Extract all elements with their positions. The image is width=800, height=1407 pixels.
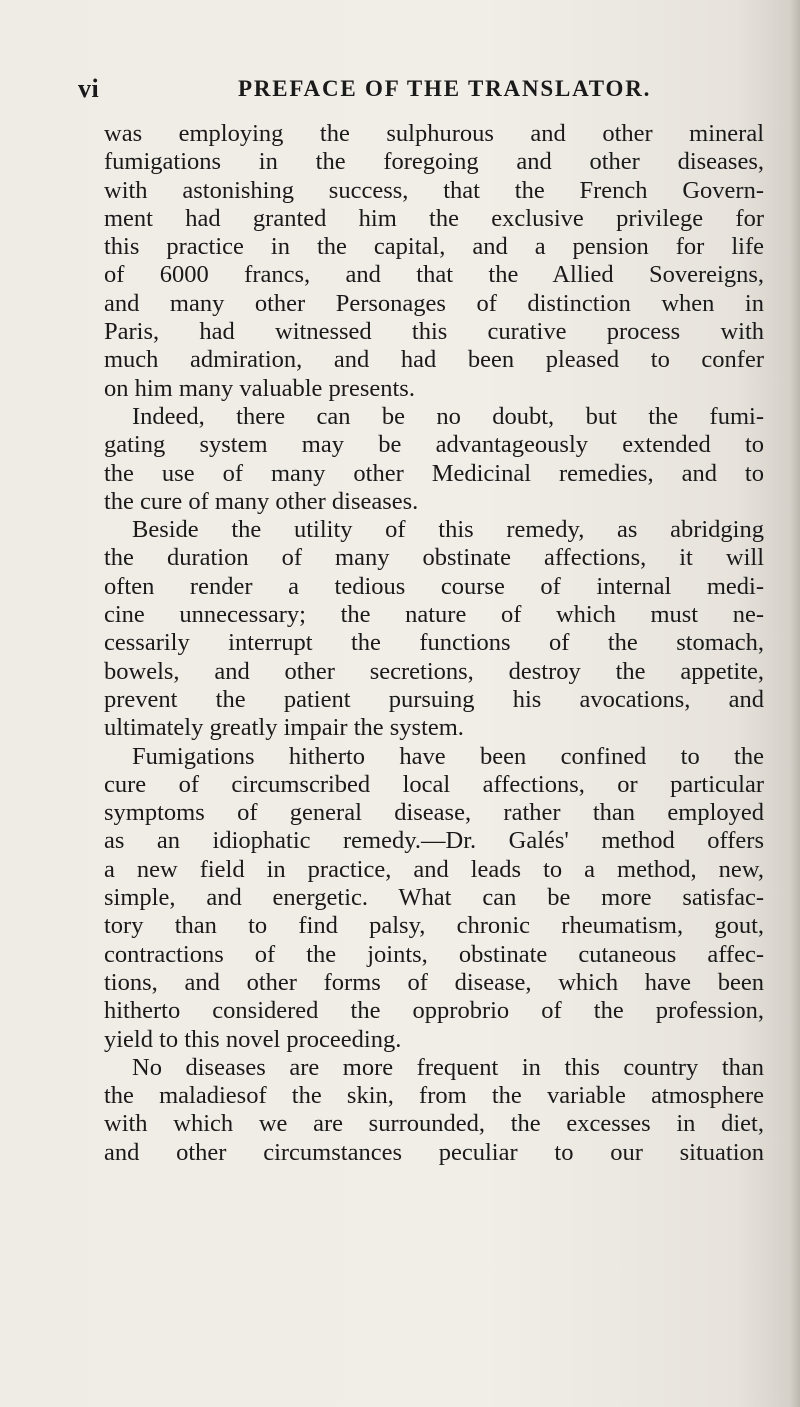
text-line: with astonishing success, that the French Govern- [104, 176, 764, 204]
text-line: often render a tedious course of internal medi- [104, 572, 764, 600]
text-line: prevent the patient pursuing his avocations, and [104, 685, 764, 713]
text-line: was employing the sulphurous and other mineral [104, 120, 764, 147]
text-line: hitherto considered the opprobrio of the profession, [104, 997, 764, 1025]
text-line: as an idiophatic remedy.—Dr. Galés' method offers [104, 827, 764, 855]
text-line: Paris, had witnessed this curative process with [104, 318, 764, 346]
text-line: ment had granted him the exclusive privilege for [104, 204, 764, 232]
text-line: a new field in practice, and leads to a method, new, [104, 855, 764, 883]
text-line: tory than to find palsy, chronic rheumatism, gout, [104, 912, 764, 940]
text-line: cessarily interrupt the functions of the stomach, [104, 629, 764, 657]
running-head: PREFACE OF THE TRANSLATOR. [238, 76, 652, 101]
text-line: Indeed, there can be no doubt, but the fumi- [132, 402, 764, 430]
page-edge-shadow [790, 0, 800, 1407]
page-number: vi [78, 74, 100, 103]
text-line: and many other Personages of distinction when in [104, 289, 764, 317]
text-line: fumigations in the foregoing and other diseases, [104, 148, 764, 176]
text-line: and other circumstances peculiar to our situation [104, 1138, 764, 1166]
text-line: on him many valuable presents. [104, 374, 415, 402]
text-line: the duration of many obstinate affections, it will [104, 544, 764, 572]
text-line: the use of many other Medicinal remedies, and to [104, 459, 764, 487]
text-line: yield to this novel proceeding. [104, 1025, 402, 1053]
text-line: cure of circumscribed local affections, or particular [104, 770, 764, 798]
body-text [104, 120, 764, 1167]
text-line: this practice in the capital, and a pension for life [104, 233, 764, 261]
text-line: ultimately greatly impair the system. [104, 714, 464, 742]
text-line: with which we are surrounded, the excesses in diet, [104, 1110, 764, 1138]
text-line: contractions of the joints, obstinate cutaneous affec- [104, 940, 764, 968]
text-line: Beside the utility of this remedy, as abridging [132, 516, 764, 544]
text-line: the cure of many other diseases. [104, 487, 419, 515]
text-line: of 6000 francs, and that the Allied Sovereigns, [104, 261, 764, 289]
text-line: Fumigations hitherto have been confined to the [132, 742, 764, 770]
text-line: simple, and energetic. What can be more satisfac- [104, 884, 764, 912]
text-line: much admiration, and had been pleased to confer [104, 346, 764, 374]
page-header [78, 74, 652, 114]
text-line: No diseases are more frequent in this country than [132, 1053, 764, 1081]
text-line: tions, and other forms of disease, which have been [104, 968, 764, 996]
text-line: gating system may be advantageously extended to [104, 431, 764, 459]
text-line: the maladiesof the skin, from the variable atmosphere [104, 1082, 764, 1110]
text-line: bowels, and other secretions, destroy the appetite, [104, 657, 764, 685]
text-line: symptoms of general disease, rather than employed [104, 799, 764, 827]
text-line: cine unnecessary; the nature of which must ne- [104, 601, 764, 629]
